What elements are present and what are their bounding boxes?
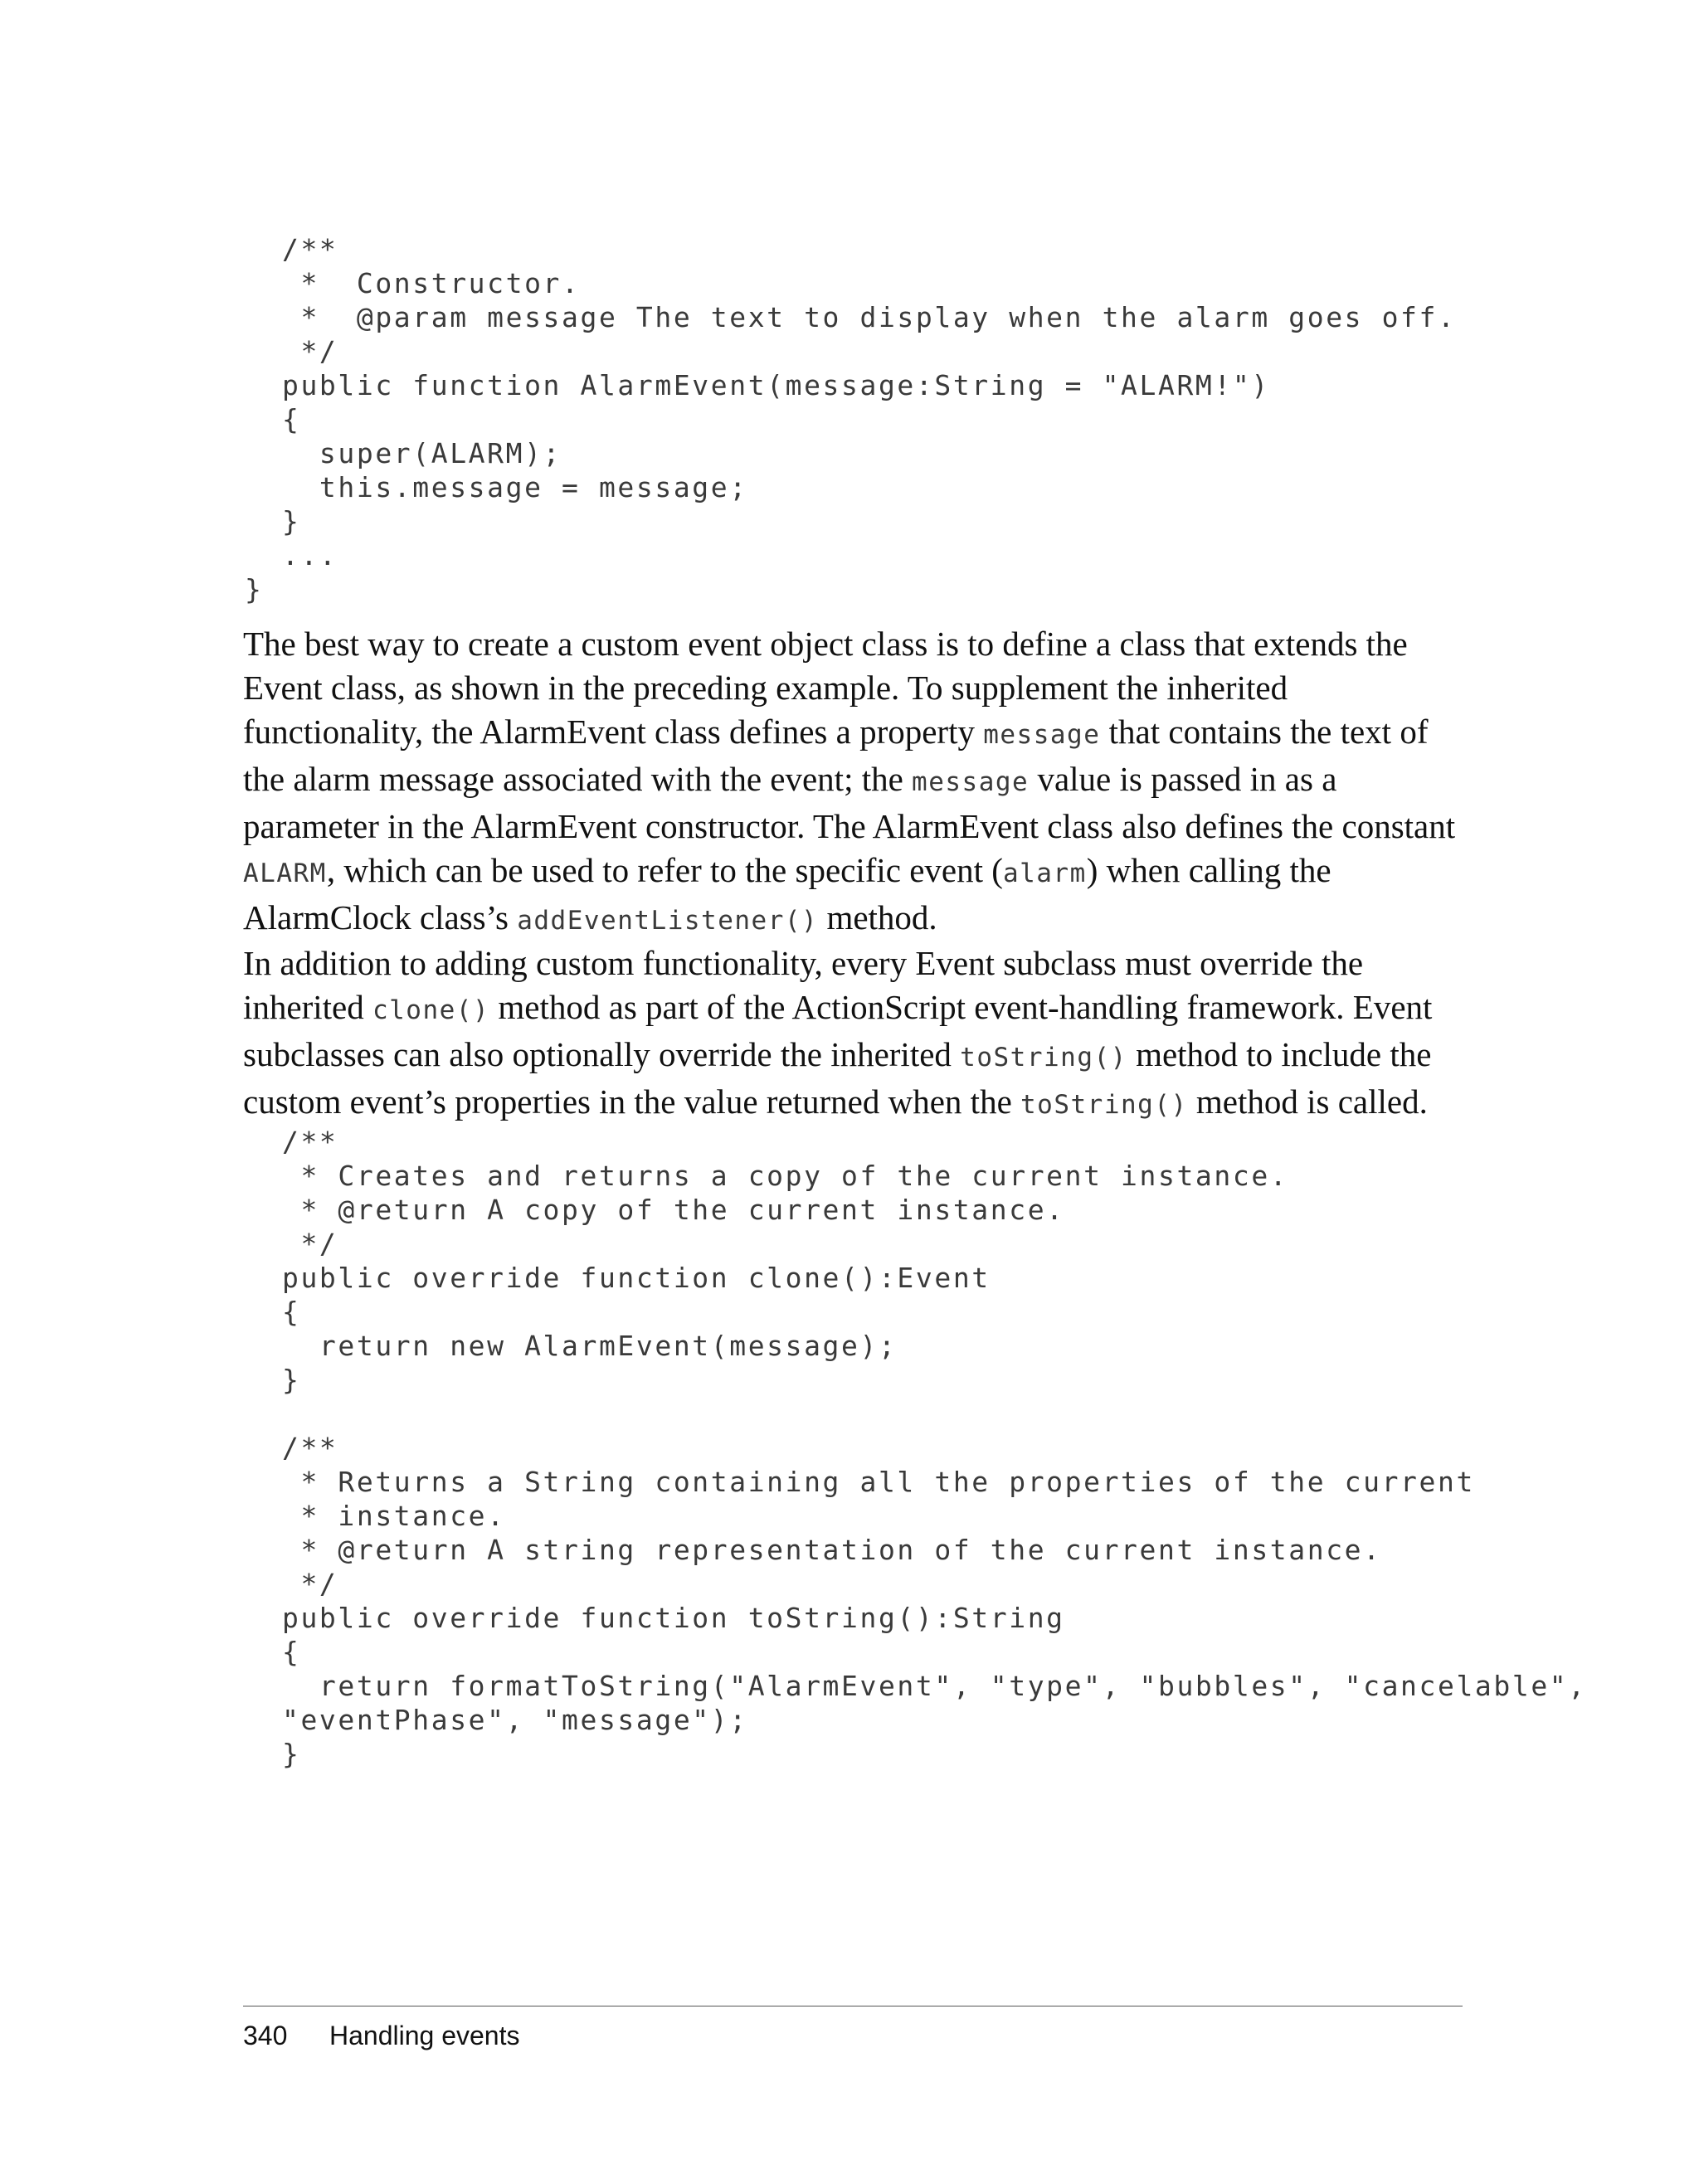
- code-line: super(ALARM);: [282, 437, 562, 469]
- code-line: "eventPhase", "message");: [282, 1704, 748, 1736]
- body-paragraph-custom-event-class: [243, 622, 1471, 943]
- code-line: */: [282, 1568, 338, 1600]
- code-line: }: [282, 1738, 301, 1770]
- paragraph-text: value is passed in as a parameter in the AlarmEvent constructor. The AlarmEvent class also defines the constant: [243, 760, 1456, 845]
- inline-code: message: [983, 720, 1101, 750]
- inline-code: message: [912, 767, 1030, 797]
- code-line: /**: [282, 233, 338, 265]
- code-line: public function AlarmEvent(message:String = "ALARM!"): [282, 369, 1270, 401]
- inline-code: toString(): [960, 1043, 1127, 1073]
- paragraph-text: In addition to adding custom functionality, every Event subclass must override the inherited: [243, 944, 1364, 1026]
- code-line: {: [282, 1636, 301, 1668]
- code-line: }: [245, 573, 264, 606]
- code-line: * instance.: [282, 1500, 506, 1532]
- code-line: return formatToString("AlarmEvent", "type", "bubbles", "cancelable",: [282, 1670, 1587, 1702]
- code-line: }: [282, 1364, 301, 1396]
- paragraph-text: The best way to create a custom event object class is to define a class that extends the Event class, as shown in the preceding example. To supplement the inherited functionality, the AlarmEvent class defines a property: [243, 625, 1408, 751]
- inline-code: alarm: [1002, 859, 1087, 888]
- code-line: * @return A string representation of the current instance.: [282, 1534, 1382, 1566]
- paragraph-text: that contains the text of the alarm message associated with the event; the: [243, 713, 1429, 798]
- code-line: public override function clone():Event: [282, 1262, 991, 1294]
- paragraph-text: method.: [818, 898, 937, 936]
- body-paragraph-override-methods: [243, 941, 1471, 1127]
- page-number: 340: [243, 2021, 288, 2050]
- code-block-constructor: [245, 232, 1457, 606]
- code-line: */: [282, 335, 338, 367]
- inline-code: ALARM: [243, 859, 327, 888]
- code-line: * @param message The text to display when the alarm goes off.: [282, 301, 1457, 333]
- inline-code: toString(): [1020, 1090, 1188, 1120]
- code-line: * Returns a String containing all the properties of the current: [282, 1466, 1475, 1498]
- paragraph-text: method is called.: [1187, 1082, 1428, 1121]
- code-block-overrides: [282, 1125, 1587, 1771]
- code-line: /**: [282, 1126, 338, 1158]
- code-line: {: [282, 403, 301, 435]
- code-line: * Constructor.: [282, 267, 581, 299]
- footer-section-title: Handling events: [329, 2021, 520, 2050]
- paragraph-text: method to include the custom event’s properties in the value returned when the: [243, 1035, 1432, 1121]
- paragraph-text: ) when calling the AlarmClock class’s: [243, 851, 1331, 936]
- code-line: return new AlarmEvent(message);: [282, 1330, 898, 1362]
- code-line: */: [282, 1228, 338, 1260]
- paragraph-text: method as part of the ActionScript event-handling framework. Event subclasses can also optionally override the inherited: [243, 988, 1433, 1073]
- code-line: ...: [282, 539, 338, 572]
- inline-code: addEventListener(): [517, 906, 819, 936]
- inline-code: clone(): [372, 995, 490, 1025]
- code-line: public override function toString():String: [282, 1602, 1065, 1634]
- paragraph-text: , which can be used to refer to the specific event (: [326, 851, 1003, 889]
- code-line: * Creates and returns a copy of the current instance.: [282, 1160, 1289, 1192]
- code-line: * @return A copy of the current instance.: [282, 1194, 1065, 1226]
- code-line: }: [282, 505, 301, 537]
- code-line: {: [282, 1296, 301, 1328]
- code-line: /**: [282, 1432, 338, 1464]
- code-line: this.message = message;: [282, 471, 748, 503]
